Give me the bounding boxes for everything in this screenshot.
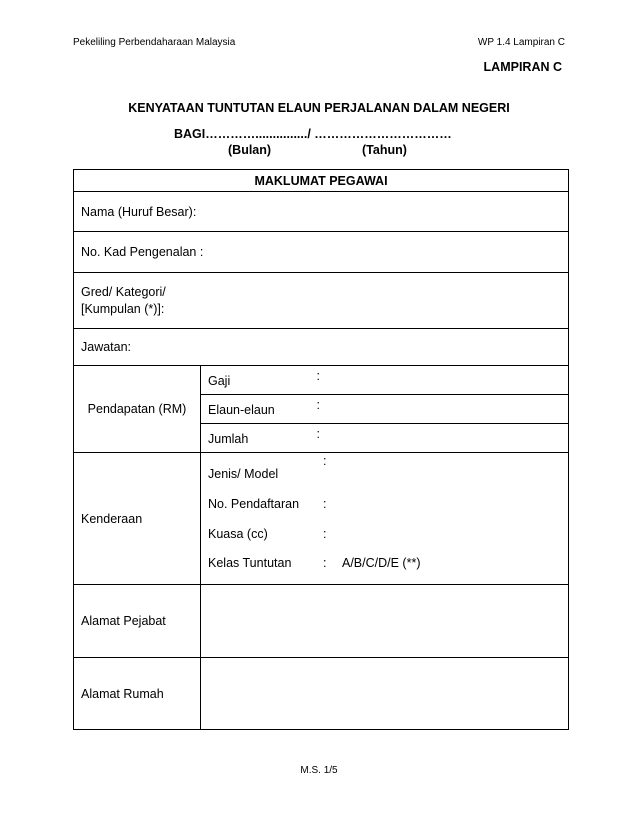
form-title: KENYATAAN TUNTUTAN ELAUN PERJALANAN DALAM NEGERI	[128, 101, 510, 115]
kelas-tuntutan-options[interactable]: A/B/C/D/E (**)	[342, 556, 421, 570]
alamat-pejabat-label: Alamat Pejabat	[74, 585, 201, 658]
alamat-rumah-field[interactable]	[201, 658, 569, 730]
section-title: MAKLUMAT PEGAWAI	[74, 170, 569, 192]
document-header-right: WP 1.4 Lampiran C	[477, 37, 565, 48]
kad-pengenalan-field[interactable]	[74, 232, 569, 273]
kelas-tuntutan-label: Kelas Tuntutan	[208, 556, 292, 570]
gaji-label: Gaji	[201, 366, 317, 395]
kenderaan-details	[201, 453, 569, 585]
alamat-rumah-label: Alamat Rumah	[74, 658, 201, 730]
month-label: (Bulan)	[228, 143, 272, 157]
jumlah-colon: :	[316, 427, 320, 441]
lampiran-label: LAMPIRAN C	[483, 60, 562, 74]
elaun-label: Elaun-elaun	[201, 395, 317, 424]
kelas-tuntutan-colon: :	[323, 556, 327, 570]
elaun-colon: :	[316, 398, 320, 412]
alamat-pejabat-field[interactable]	[201, 585, 569, 658]
elaun-value-field[interactable]	[317, 395, 569, 424]
no-pendaftaran-label: No. Pendaftaran	[208, 497, 300, 511]
jawatan-label: Jawatan:	[81, 340, 132, 354]
period-line[interactable]: BAGI………….............../ ……………………………	[174, 127, 452, 141]
jumlah-label: Jumlah	[201, 424, 317, 453]
kenderaan-label: Kenderaan	[74, 453, 201, 585]
jenis-colon: :	[323, 454, 327, 468]
kad-pengenalan-label: No. Kad Pengenalan :	[81, 245, 204, 259]
gred-label-line2: [Kumpulan (*)]:	[81, 301, 165, 316]
kuasa-colon: :	[323, 527, 327, 541]
jenis-model-label: Jenis/ Model	[208, 467, 279, 481]
gaji-colon: :	[316, 369, 320, 383]
nama-field[interactable]	[74, 192, 569, 232]
gred-field[interactable]	[74, 273, 569, 329]
gaji-value-field[interactable]	[317, 366, 569, 395]
document-header-left: Pekeliling Perbendaharaan Malaysia	[73, 37, 236, 48]
nama-label: Nama (Huruf Besar):	[81, 204, 197, 219]
gred-label-line1: Gred/ Kategori/	[81, 284, 166, 299]
no-pendaftaran-colon: :	[323, 497, 327, 511]
officer-info-table	[73, 169, 569, 730]
jumlah-value-field[interactable]	[317, 424, 569, 453]
page-number: M.S. 1/5	[300, 765, 338, 776]
jawatan-field[interactable]	[74, 329, 569, 366]
pendapatan-label: Pendapatan (RM)	[74, 366, 201, 453]
year-label: (Tahun)	[362, 143, 407, 157]
kuasa-label: Kuasa (cc)	[208, 527, 268, 541]
